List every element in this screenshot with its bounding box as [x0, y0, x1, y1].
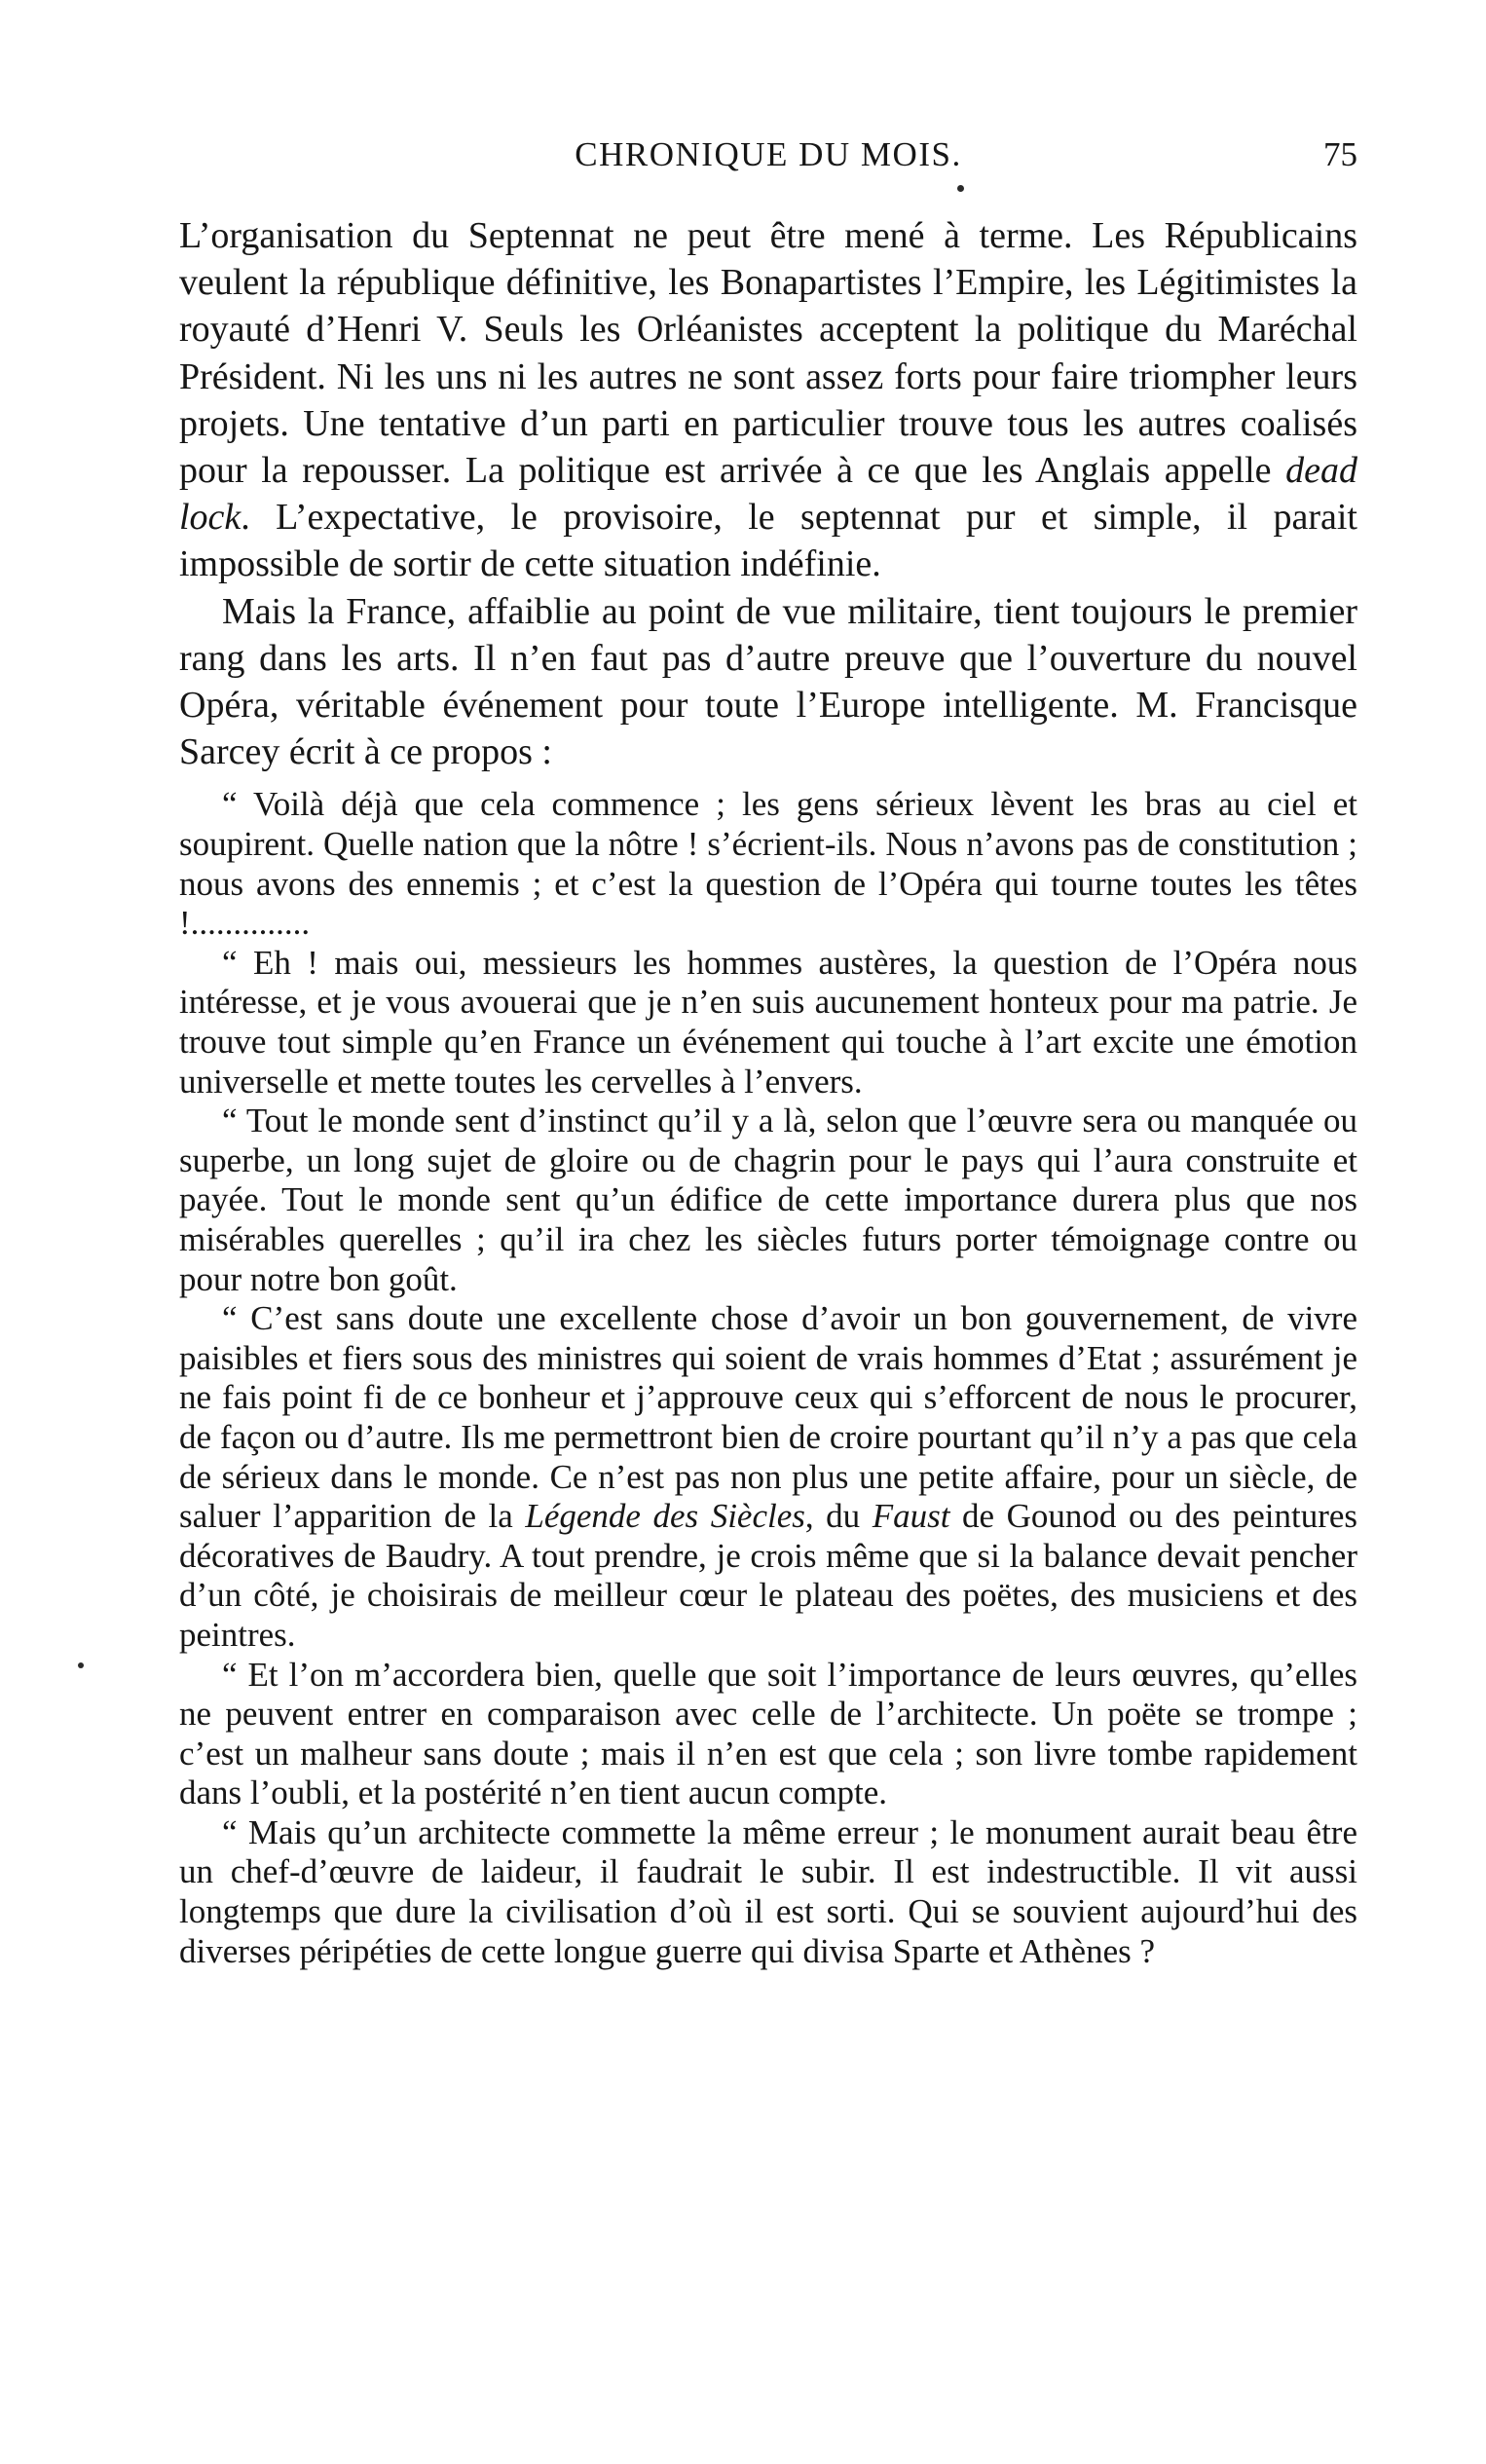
- text-run: “ Tout le monde sent d’instinct qu’il y a là, selon que l’œuvre sera ou manquée ou superbe, un long sujet de gloire ou de chagrin pour le pays qui l’aura construite et payée. Tout le monde sent qu’un édifice de cette importance durera plus que nos misérables querelles ; qu’il ira chez les siècles futurs porter témoignage contre ou pour notre bon goût.: [179, 1101, 1357, 1298]
- text-run: de Gounod ou des peintures décoratives de Baudry. A tout prendre, je crois même que si la balance devait pencher d’un côté, je choisirais de meilleur cœur le plateau des poëtes, des musiciens et des peintres.: [179, 1497, 1357, 1654]
- italic-text-run: Faust: [872, 1497, 950, 1536]
- chronicle-text: [179, 212, 1357, 1971]
- italic-text-run: dead lock: [179, 450, 1357, 539]
- running-head: [179, 131, 1357, 179]
- quote-paragraph-3: [179, 1101, 1357, 1299]
- page-number: 75: [1323, 135, 1357, 173]
- text-run: Mais la France, affaiblie au point de vue militaire, tient toujours le premier rang dans les arts. Il n’en faut pas d’autre preuve que l’ouverture du nouvel Opéra, véritable événement pour toute l’Europe intelligente. M. Francisque Sarcey écrit à ce propos :: [179, 590, 1357, 773]
- italic-text-run: Légende des Siècles: [525, 1497, 805, 1536]
- paragraph-france-arts: [179, 588, 1357, 776]
- text-run: , du: [804, 1497, 873, 1536]
- text-run: “ C’est sans doute une excellente chose d’avoir un bon gouvernement, de vivre paisibles et fiers sous des ministres qui soient de vrais hommes d’Etat ; assurément je ne fais point fi de ce bonheur et j’approuve ceux qui s’efforcent de nous le procurer, de façon ou d’autre. Ils me permettront bien de croire pourtant qu’il n’y a pas que cela de sérieux dans le monde. Ce n’est pas non plus une petite affaire, pour un siècle, de saluer l’apparition de la: [179, 1299, 1357, 1536]
- quote-paragraph-2: [179, 944, 1357, 1101]
- running-title: CHRONIQUE DU MOIS.: [575, 135, 962, 173]
- text-run: . L’expectative, le provisoire, le septennat pur et simple, il parait impossible de sortir de cette situation indéfinie.: [179, 497, 1357, 585]
- text-run: L’organisation du Septennat ne peut être mené à terme. Les Républicains veulent la république définitive, les Bonapartistes l’Empire, les Légitimistes la royauté d’Henri V. Seuls les Orléanistes acceptent la politique du Maréchal Président. Ni les uns ni les autres ne sont assez forts pour faire triompher leurs projets. Une tentative d’un parti en particulier trouve tous les autres coalisés pour la repousser. La politique est arrivée à ce que les Anglais appelle: [179, 215, 1357, 492]
- quote-paragraph-4: [179, 1299, 1357, 1655]
- text-run: “ Voilà déjà que cela commence ; les gens sérieux lèvent les bras au ciel et soupirent. Quelle nation que la nôtre ! s’écrient-ils. Nous n’avons pas de constitution ; nous avons des ennemis ; et c’est la question de l’Opéra qui tourne toutes les têtes !..............: [179, 785, 1357, 943]
- text-run: “ Et l’on m’accordera bien, quelle que soit l’importance de leurs œuvres, qu’elles ne peuvent entrer en comparaison avec celle de l’architecte. Un poëte se trompe ; c’est un malheur sans doute ; mais il n’en est que cela ; son livre tombe rapidement dans l’oubli, et la postérité n’en tient aucun compte.: [179, 1655, 1357, 1812]
- text-run: “ Eh ! mais oui, messieurs les hommes austères, la question de l’Opéra nous intéresse, et je vous avouerai que je n’en suis aucunement honteux pour ma patrie. Je trouve tout simple qu’en France un événement qui touche à l’art excite une émotion universelle et mette toutes les cervelles à l’envers.: [179, 943, 1357, 1101]
- quote-paragraph-1: [179, 785, 1357, 943]
- ink-speck-dot: [78, 1662, 84, 1668]
- ink-speck-dot: [957, 185, 964, 192]
- quote-paragraph-5: [179, 1656, 1357, 1813]
- paragraph-septennat: [179, 212, 1357, 588]
- quote-paragraph-6: [179, 1813, 1357, 1971]
- text-run: “ Mais qu’un architecte commette la même erreur ; le monument aurait beau être un chef-d’œuvre de laideur, il faudrait le subir. Il est indestructible. Il vit aussi longtemps que dure la civilisation d’où il est sorti. Qui se souvient aujourd’hui des diverses péripéties de cette longue guerre qui divisa Sparte et Athènes ?: [179, 1812, 1357, 1970]
